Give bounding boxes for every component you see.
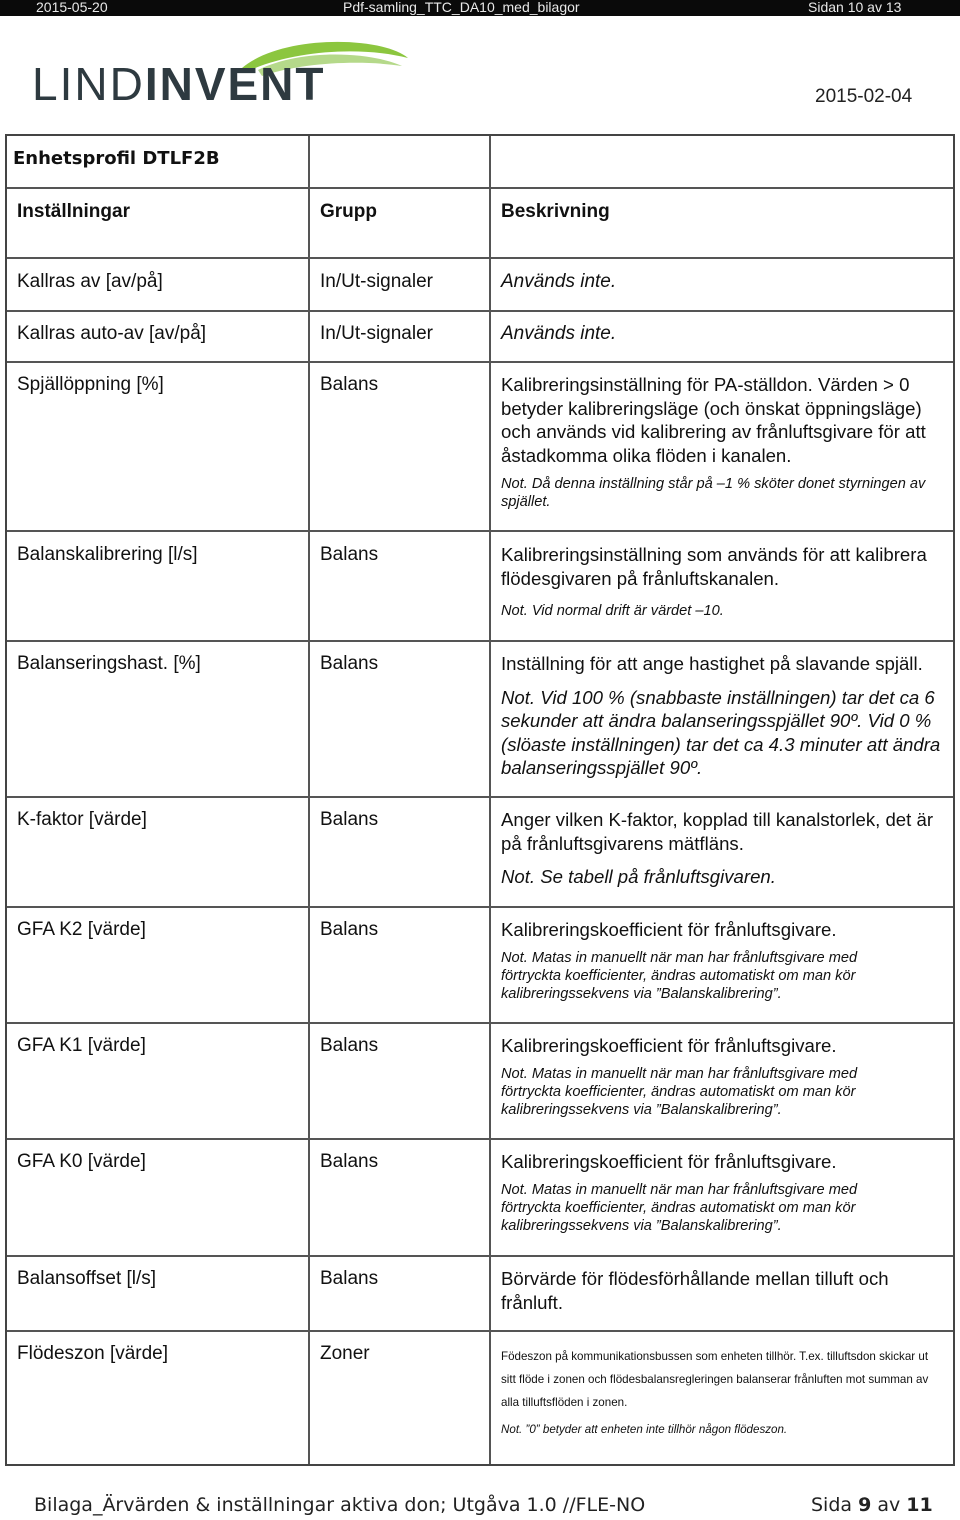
document-date: 2015-02-04 xyxy=(815,86,913,107)
setting-name: Flödeszon [värde] xyxy=(17,1343,169,1364)
setting-name: Balansoffset [l/s] xyxy=(17,1268,157,1289)
setting-name: Balanskalibrering [l/s] xyxy=(17,544,198,565)
profile-title: Enhetsprofil DTLF2B xyxy=(13,148,220,169)
row-divider xyxy=(7,1330,953,1332)
row-divider xyxy=(7,257,953,259)
setting-note: Not. Då denna inställning står på –1 % sköter donet styrningen av spjället. xyxy=(501,476,926,510)
setting-description: Födeszon på kommunikationsbussen som enheten tillhör. T.ex. tilluftsdon skickar ut sitt flöde i zonen och flödesbalansregleringen balanserar frånluften mot summan av alla tilluftsflöden i zonen. xyxy=(501,1350,929,1409)
setting-description-block xyxy=(501,1034,951,1119)
setting-group: In/Ut-signaler xyxy=(320,323,433,344)
setting-group: Balans xyxy=(320,653,379,674)
setting-note: Not. Matas in manuellt när man har frånluftsgivare med förtryckta koefficienter, ändras automatiskt om man kör kalibreringssekvens via ”Balanskalibrering”. xyxy=(501,1065,858,1118)
setting-group: Balans xyxy=(320,919,379,940)
settings-table xyxy=(5,134,955,1466)
column-header-settings: Inställningar xyxy=(17,201,130,222)
footer-page-number xyxy=(811,1494,933,1516)
setting-note: Not. Vid normal drift är värdet –10. xyxy=(501,603,724,619)
setting-name: Balanseringshast. [%] xyxy=(17,653,201,674)
print-date: 2015-05-20 xyxy=(36,0,108,15)
column-header-description: Beskrivning xyxy=(501,201,610,222)
footer-total-pages: 11 xyxy=(906,1494,933,1516)
setting-description: Kalibreringsinställning som används för att kalibrera flödesgivaren på frånluftskanalen. xyxy=(501,544,927,589)
pdf-header-bar xyxy=(0,0,960,16)
setting-description: Kalibreringskoefficient för frånluftsgivare. xyxy=(501,919,837,940)
row-divider xyxy=(7,187,953,189)
setting-group: Zoner xyxy=(320,1343,370,1364)
setting-description-block xyxy=(501,543,951,620)
setting-description: Kalibreringskoefficient för frånluftsgivare. xyxy=(501,1151,837,1172)
setting-name: Spjällöppning [%] xyxy=(17,374,164,395)
row-divider xyxy=(7,1255,953,1257)
company-logo xyxy=(32,38,412,110)
setting-description-block xyxy=(501,1345,941,1438)
setting-group: Balans xyxy=(320,809,379,830)
row-divider xyxy=(7,310,953,312)
setting-name: Kallras auto-av [av/på] xyxy=(17,323,207,344)
setting-description-block xyxy=(501,373,951,511)
footer-page-label: Sida xyxy=(811,1494,859,1516)
setting-note: Not. ”0” betyder att enheten inte tillhör någon flödeszon. xyxy=(501,1423,788,1436)
row-divider xyxy=(7,640,953,642)
setting-note: Not. Se tabell på frånluftsgivaren. xyxy=(501,866,776,887)
setting-group: Balans xyxy=(320,1151,379,1172)
setting-description-block xyxy=(501,918,951,1003)
row-divider xyxy=(7,1138,953,1140)
row-divider xyxy=(7,361,953,363)
setting-group: In/Ut-signaler xyxy=(320,271,433,292)
setting-note: Not. Vid 100 % (snabbaste inställningen) tar det ca 6 sekunder att ändra balanseringsspjället 90º. Vid 0 % (slöaste inställningen) tar det ca 4.3 minuter att ändra balanseringsspjället 90º. xyxy=(501,686,941,778)
column-divider xyxy=(308,136,310,1464)
row-divider xyxy=(7,1022,953,1024)
column-header-group: Grupp xyxy=(320,201,377,222)
setting-description-block xyxy=(501,1150,951,1235)
setting-name: GFA K0 [värde] xyxy=(17,1151,146,1172)
logo-wordmark: LINDINVENT xyxy=(32,58,326,110)
setting-group: Balans xyxy=(320,544,379,565)
setting-name: K-faktor [värde] xyxy=(17,809,147,830)
row-divider xyxy=(7,906,953,908)
row-divider xyxy=(7,796,953,798)
setting-description: Används inte. xyxy=(501,271,617,292)
setting-name: GFA K1 [värde] xyxy=(17,1035,146,1056)
setting-description: Kalibreringsinställning för PA-ställdon. Värden > 0 betyder kalibreringsläge (och önskat öppningsläge) och används vid kalibrering av frånluftsgivare för att åstadkomma olika flöden i kanalen. xyxy=(501,374,926,466)
setting-name: Kallras av [av/på] xyxy=(17,271,163,292)
footer-document-reference: Bilaga_Ärvärden & inställningar aktiva don; Utgåva 1.0 //FLE-NO xyxy=(34,1494,646,1516)
page-counter: Sidan 10 av 13 xyxy=(808,0,902,15)
footer-page-separator: av xyxy=(871,1494,907,1516)
setting-description: Börvärde för flödesförhållande mellan tilluft och frånluft. xyxy=(501,1268,889,1313)
setting-description: Används inte. xyxy=(501,323,617,344)
setting-note: Not. Matas in manuellt när man har frånluftsgivare med förtryckta koefficienter, ändras automatiskt om man kör kalibreringssekvens via ”Balanskalibrering”. xyxy=(501,949,858,1002)
setting-description-block xyxy=(501,652,951,780)
document-filename: Pdf-samling_TTC_DA10_med_bilagor xyxy=(343,0,580,15)
setting-group: Balans xyxy=(320,1268,379,1289)
footer-current-page: 9 xyxy=(858,1494,872,1516)
column-divider xyxy=(489,136,491,1464)
setting-group: Balans xyxy=(320,374,379,395)
setting-name: GFA K2 [värde] xyxy=(17,919,146,940)
setting-description: Kalibreringskoefficient för frånluftsgivare. xyxy=(501,1035,837,1056)
setting-description: Inställning för att ange hastighet på slavande spjäll. xyxy=(501,653,923,674)
setting-group: Balans xyxy=(320,1035,379,1056)
setting-description: Anger vilken K-faktor, kopplad till kanalstorlek, det är på frånluftsgivarens mätfläns. xyxy=(501,809,934,854)
setting-description-block xyxy=(501,808,951,889)
row-divider xyxy=(7,530,953,532)
setting-note: Not. Matas in manuellt när man har frånluftsgivare med förtryckta koefficienter, ändras automatiskt om man kör kalibreringssekvens via ”Balanskalibrering”. xyxy=(501,1181,858,1234)
